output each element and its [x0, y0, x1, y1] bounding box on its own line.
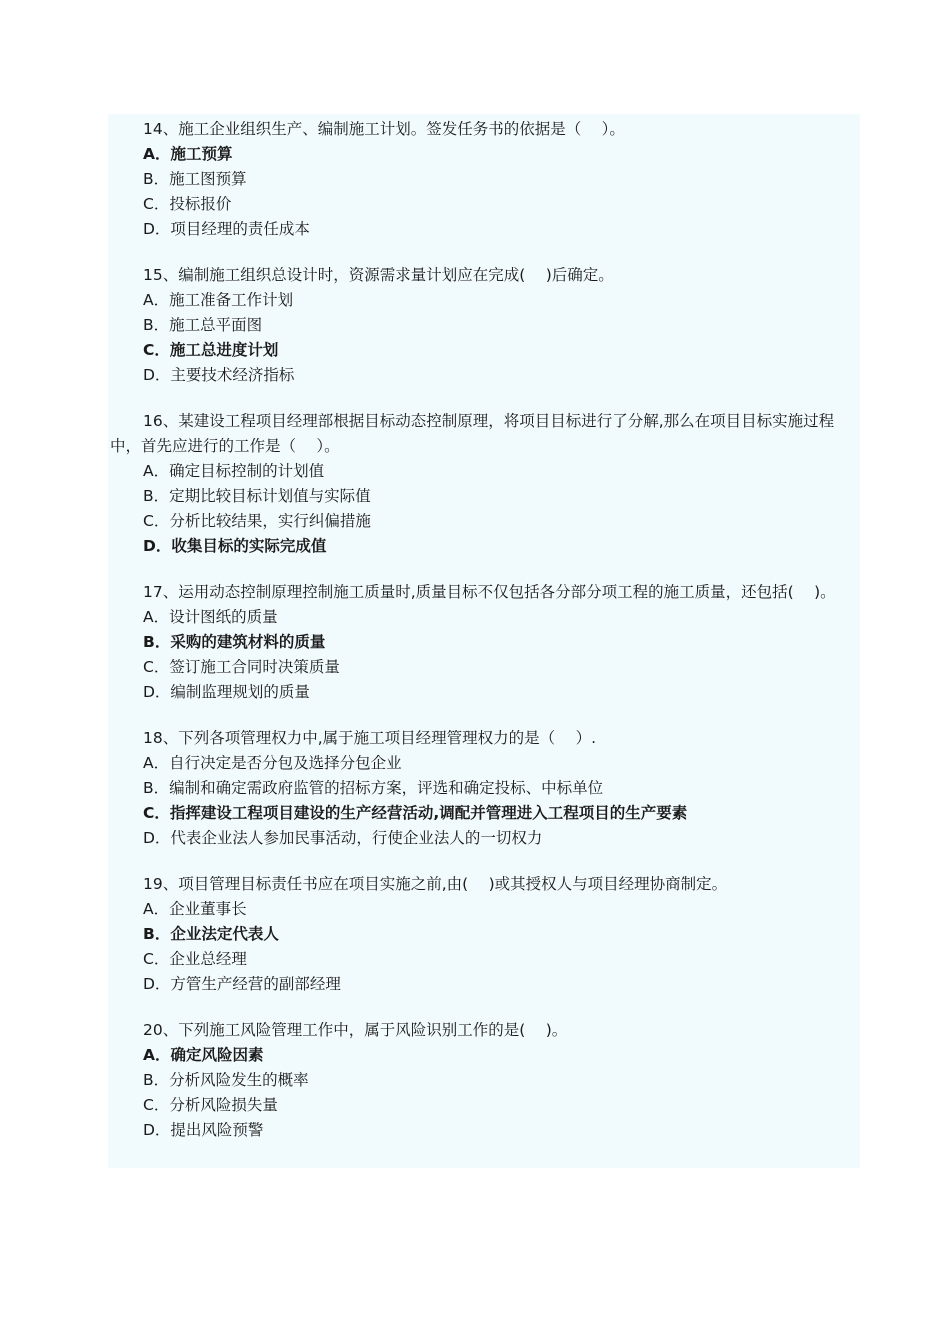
answer-option: A．企业董事长 — [143, 900, 247, 918]
answer-option: D．方管生产经营的副部经理 — [143, 975, 341, 993]
question-stem: 17、运用动态控制原理控制施工质量时,质量目标不仅包括各分部分项工程的施工质量，还包括( )。 — [143, 583, 836, 601]
question-stem: 18、下列各项管理权力中,属于施工项目经理管理权力的是（ ）. — [143, 729, 597, 747]
answer-option: C．分析风险损失量 — [143, 1096, 278, 1114]
question-block — [110, 263, 852, 388]
answer-option-correct: A．确定风险因素 — [143, 1046, 264, 1064]
answer-option: C．分析比较结果，实行纠偏措施 — [143, 512, 371, 530]
answer-option: B．施工总平面图 — [143, 316, 263, 334]
answer-option-correct: C．指挥建设工程项目建设的生产经营活动,调配并管理进入工程项目的生产要素 — [143, 804, 688, 822]
question-block — [110, 1018, 852, 1143]
answer-option: B．编制和确定需政府监管的招标方案，评选和确定投标、中标单位 — [143, 779, 604, 797]
answer-option: B．分析风险发生的概率 — [143, 1071, 309, 1089]
answer-option: D．编制监理规划的质量 — [143, 683, 310, 701]
question-stem: 19、项目管理目标责任书应在项目实施之前,由( )或其授权人与项目经理协商制定。 — [143, 875, 728, 893]
question-stem: 20、下列施工风险管理工作中，属于风险识别工作的是( )。 — [143, 1021, 568, 1039]
answer-option: D．代表企业法人参加民事活动，行使企业法人的一切权力 — [143, 829, 543, 847]
answer-option: B．施工图预算 — [143, 170, 247, 188]
question-block — [110, 117, 852, 242]
question-block — [110, 409, 852, 559]
answer-option: D．主要技术经济指标 — [143, 366, 295, 384]
question-sheet — [108, 114, 860, 1168]
answer-option: B．定期比较目标计划值与实际值 — [143, 487, 371, 505]
question-stem: 15、编制施工组织总设计时，资源需求量计划应在完成( )后确定。 — [143, 266, 614, 284]
answer-option: D．提出风险预警 — [143, 1121, 264, 1139]
answer-option: A．确定目标控制的计划值 — [143, 462, 325, 480]
question-stem: 16、某建设工程项目经理部根据目标动态控制原理，将项目目标进行了分解,那么在项目目标实施过程中，首先应进行的工作是（ ）。 — [110, 412, 835, 455]
answer-option: A．设计图纸的质量 — [143, 608, 278, 626]
answer-option: C．企业总经理 — [143, 950, 247, 968]
answer-option-correct: B．企业法定代表人 — [143, 925, 279, 943]
answer-option: C．签订施工合同时决策质量 — [143, 658, 340, 676]
answer-option: A．施工准备工作计划 — [143, 291, 294, 309]
question-block — [110, 580, 852, 705]
question-block — [110, 726, 852, 851]
answer-option-correct: C．施工总进度计划 — [143, 341, 279, 359]
answer-option: C．投标报价 — [143, 195, 232, 213]
answer-option: D．项目经理的责任成本 — [143, 220, 310, 238]
answer-option-correct: A．施工预算 — [143, 145, 233, 163]
answer-option: A．自行决定是否分包及选择分包企业 — [143, 754, 402, 772]
question-stem: 14、施工企业组织生产、编制施工计划。签发任务书的依据是（ ）。 — [143, 120, 625, 138]
answer-option-correct: B．采购的建筑材料的质量 — [143, 633, 326, 651]
answer-option-correct: D．收集目标的实际完成值 — [143, 537, 327, 555]
question-block — [110, 872, 852, 997]
